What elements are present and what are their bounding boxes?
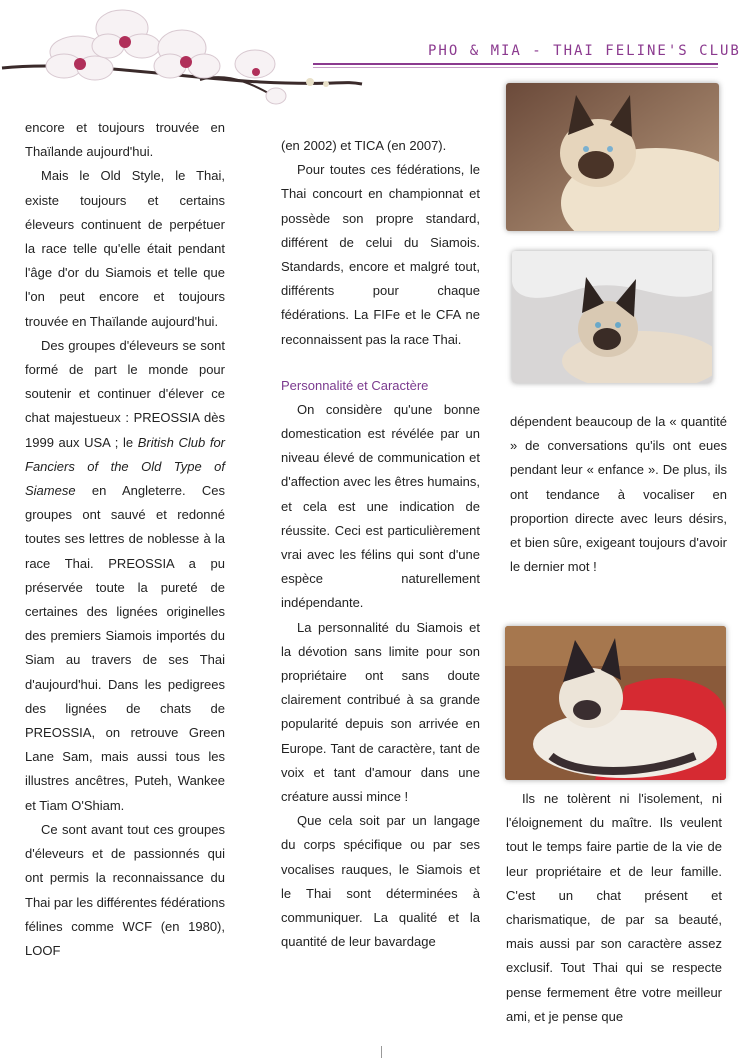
cat-photo-1 — [506, 83, 719, 231]
cat-photo-2 — [512, 251, 712, 383]
paragraph: (en 2002) et TICA (en 2007). — [281, 138, 447, 153]
paragraph: Pour toutes ces fédérations, le Thai concourt en championnat et possède son propre standard, différent de celui du Siamois. Standards, encore et malgré tout, différents pour chaque fédérations. La FIFe et le CFA ne reconnaissent pas la race Thai. — [281, 162, 480, 347]
paragraph: On considère qu'une bonne domestication est révélée par un niveau élevé de communication et d'affection avec les êtres humains, et cela est une indication de réussite. Ceci est particulièrement vrai avec les félins qui sont d'une espèce naturellement indépendante. — [281, 401, 480, 611]
title-rule — [313, 63, 718, 65]
paragraph: Que cela soit par un langage du corps spécifique ou par ses vocalises rauques, le Siamois et le Thai sont déterminées à communiquer. La qualité et la quantité de leur bavardage — [281, 813, 480, 950]
paragraph: encore et toujours trouvée en Thaïlande aujourd'hui. — [25, 120, 225, 160]
text-column-3-bottom — [506, 787, 722, 1029]
text-run: en Angleterre. Ces groupes ont sauvé et redonné toutes ses lettres de noblesse à la race Thai. PREOSSIA a pu préservée toute la pureté de certaines des lignées originelles des premiers Siamois importés du Siam au travers de ses Thai d'aujourd'hui. Dans les pedigrees des lignées de chats de PREOSSIA, on retrouve Green Lane Sam, mais aussi tous les illustres ancêtres, Puteh, Wankee et Tiam O'Shiam. — [25, 483, 225, 813]
text-column-2 — [281, 134, 480, 955]
title-rule-thin — [313, 67, 718, 68]
section-heading: Personnalité et Caractère — [281, 377, 429, 393]
text-run: Des groupes d'éleveurs se sont formé de part le monde pour soutenir et continuer d'élever ce chat majestueux : PREOSSIA dès 1999 aux USA ; le — [25, 337, 225, 450]
text-column-3-top — [510, 410, 727, 579]
cat-photo-3 — [505, 626, 726, 780]
paragraph: dépendent beaucoup de la « quantité » de conversations qu'ils ont eues pendant leur « enfance ». De plus, ils ont tendance à vocaliser en proportion directe avec leurs désirs, et bien sûre, exigeant toujours d'avoir le dernier mot ! — [510, 414, 727, 575]
paragraph: Mais le Old Style, le Thai, existe toujours et certains éleveurs continuent de perpétuer la race telle qu'elle était pendant l'âge d'or du Siamois et telle que l'on peut encore et toujours trouvée en Thaïlande aujourd'hui. — [25, 168, 225, 329]
paragraph: Ils ne tolèrent ni l'isolement, ni l'éloignement du maître. Ils veulent tout le temps faire partie de la vie de leur propriétaire et de leur famille. C'est un chat présent et charismatique, de par sa beauté, mais aussi par son caractère assez exclusif. Tout Thai qui se respecte pense fermement être votre meilleur ami, et je pense que — [506, 791, 722, 1024]
paragraph — [25, 334, 225, 818]
paragraph: Ce sont avant tout ces groupes d'éleveurs et de passionnés qui ont permis la reconnaissance du Thai par les différentes fédérations félines comme WCF (en 1980), LOOF — [25, 821, 225, 958]
club-name-italic: British Club for Fanciers of the Old Type of Siamese — [25, 434, 226, 499]
club-title: PHO & MIA - THAI FELINE'S CLUB — [428, 43, 741, 59]
text-column-1 — [25, 116, 225, 963]
page-marker — [381, 1046, 382, 1058]
paragraph: La personnalité du Siamois et la dévotion sans limite pour son propriétaire ont sans doute clairement contribué à sa grande popularité depuis son arrivée en Europe. Tant de caractère, tant de voix et tant d'amour dans une créature aussi mince ! — [281, 619, 480, 805]
orchid-branch-icon — [0, 0, 370, 120]
